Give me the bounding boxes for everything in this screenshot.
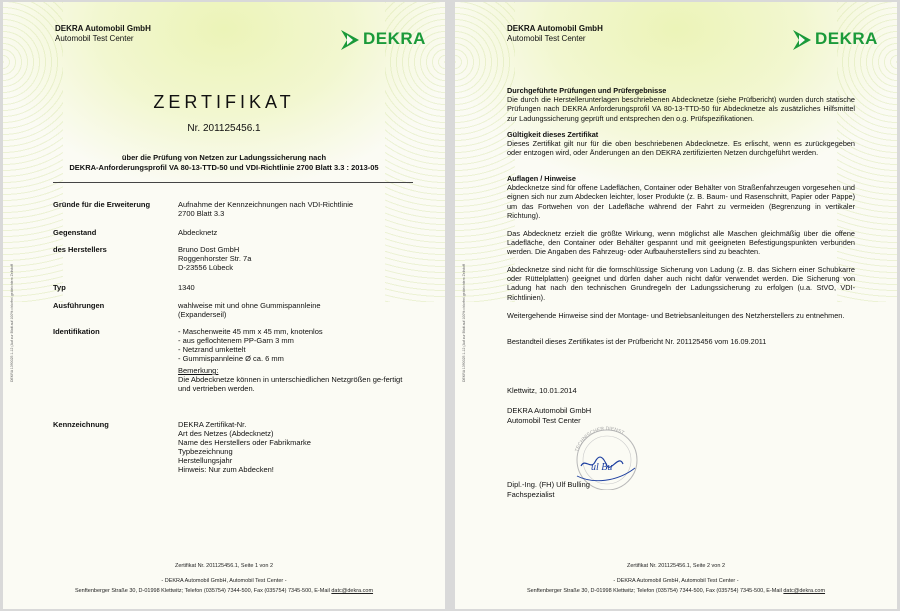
footer-address-text: Senftenberger Straße 30, D-01998 Klettwitz; Telefon (035754) 7344-500, Fax (035754) 7345-500, E-Mail	[526, 588, 784, 594]
section-tests	[507, 86, 855, 123]
section-text: Bestandteil dieses Zertifikates ist der Prüfbericht Nr. 201125456 vom 16.09.2011	[507, 337, 767, 346]
section-paragraph	[507, 229, 855, 257]
field-label: Kennzeichnung	[53, 420, 109, 429]
section-paragraph	[507, 265, 855, 302]
remark-text: Die Abdecknetze können in unterschiedlichen Netzgrößen ge-fertigt und vertrieben werden.	[178, 375, 403, 393]
section-validity	[507, 130, 855, 158]
company-header	[55, 24, 151, 44]
certificate-page-1	[3, 2, 445, 609]
field-label: Gegenstand	[53, 228, 97, 237]
footer-company: - DEKRA Automobil GmbH, Automobil Test Center -	[613, 578, 739, 584]
logo-text: DEKRA	[363, 29, 426, 48]
signer-block	[507, 480, 590, 499]
signer-unit: Automobil Test Center	[507, 415, 581, 425]
section-text: Die durch die Herstellerunterlagen beschriebenen Abdecknetze (siehe Prüfbericht) wurden durch statische Prüfungen nach DEKRA Anforderungsprofil VA 80-13-TTD-50 für Abdecknetze als zusätzliches Hilfsmittel zur Ladungssicherung geprüft und entsprechen den o.g. Prüfspezifikationen.	[507, 95, 855, 123]
certificate-subject	[3, 153, 445, 172]
footer-company: - DEKRA Automobil GmbH, Automobil Test Center -	[161, 578, 287, 584]
section-text: Abdecknetze sind für offene Ladeflächen, Container oder Behälter von Straßenfahrzeugen vorgesehen und eignen sich nur zum Abdecken leichter, loser Produkte (z. B. Baum- und Rasenschnitt, Papier oder Pappe) um das Fortwehen von der Ladefläche während der Fahrt zu vermeiden (Begrenzung in vertikaler Richtung).	[507, 183, 855, 220]
remark	[178, 366, 408, 393]
field-value: DEKRA Zertifikat-Nr. Art des Netzes (Abdecknetz) Name des Herstellers oder Fabrikmarke Typbezeichnung Herstellungsjahr Hinweis: Nur zum Abdecken!	[178, 420, 311, 474]
section-heading: Durchgeführte Prüfungen und Prüfergebnisse	[507, 86, 667, 95]
field-label: Ausführungen	[53, 301, 105, 310]
signer-company: DEKRA Automobil GmbH	[507, 406, 592, 415]
place-date: Klettwitz, 10.01.2014	[507, 386, 577, 395]
section-paragraph	[507, 337, 855, 346]
section-heading: Auflagen / Hinweise	[507, 174, 576, 183]
subject-line: DEKRA-Anforderungsprofil VA 80-13-TTD-50 und VDI-Richtlinie 2700 Blatt 3.3 : 2013-05	[69, 162, 379, 172]
field-label: Typ	[53, 283, 66, 292]
field-value: Aufnahme der Kennzeichnungen nach VDI-Richtlinie 2700 Blatt 3.3	[178, 200, 354, 218]
dekra-logo	[791, 28, 891, 54]
field-value: Bruno Dost GmbH Roggenhorster Str. 7a D-23556 Lübeck	[178, 245, 252, 272]
section-text: Dieses Zertifikat gilt nur für die oben beschriebenen Abdecknetze. Es erlischt, wenn es zurückgegeben oder entzogen wird, oder Änderungen an den DEKRA zertifizierten Netzen durchgeführt werden.	[507, 139, 855, 158]
divider	[53, 182, 413, 183]
vertical-paper-note: DEKRA 1390025 1-12 (Auf zur Blatt auf 100% chlorfrei gebleichtem Zellstoff	[10, 264, 14, 382]
email-link[interactable]: datc@dekra.com	[783, 588, 826, 594]
section-conditions	[507, 174, 855, 220]
field-value: wahlweise mit und ohne Gummispannleine (Expanderseil)	[178, 301, 321, 319]
section-paragraph	[507, 311, 855, 320]
section-text: Das Abdecknetz erzielt die größte Wirkung, wenn möglichst alle Maschen gleichmäßig über die offene Ladefläche, den Container oder Behälter gespannt und mit geeigneten Befestigungspunkten verbunden werden. Die Angaben des Fahrzeug- oder Aufbauherstellers sind zu beachten.	[507, 229, 855, 257]
document-title: ZERTIFIKAT	[153, 92, 295, 112]
field-value: 1340	[178, 283, 195, 292]
company-header	[507, 24, 603, 44]
signature: ul Bu	[591, 462, 613, 473]
certificate-number: Nr. 201125456.1	[187, 123, 261, 134]
stamp-text: TECHNISCHER DIENST	[574, 425, 626, 453]
signer-name: Dipl.-Ing. (FH) Ulf Bulling	[507, 480, 590, 489]
certificate-page-2	[455, 2, 897, 609]
field-label: Gründe für die Erweiterung	[53, 200, 151, 209]
section-heading: Gültigkeit dieses Zertifikat	[507, 130, 599, 139]
remark-label: Bemerkung:	[178, 366, 219, 375]
field-value: - Maschenweite 45 mm x 45 mm, knotenlos - aus geflochtenem PP-Garn 3 mm - Netzrand umkettelt - Gummispannleine Ø ca. 6 mm	[178, 327, 323, 363]
footer-address-text: Senftenberger Straße 30, D-01998 Klettwitz; Telefon (035754) 7344-500, Fax (035754) 7345-500, E-Mail	[74, 588, 332, 594]
field-label: des Herstellers	[53, 245, 107, 254]
subject-line: über die Prüfung von Netzen zur Ladungssicherung nach	[121, 153, 327, 162]
company-unit: Automobil Test Center	[507, 34, 586, 43]
signer-title: Fachspezialist	[507, 489, 555, 499]
footer-address	[455, 588, 897, 594]
field-value: Abdecknetz	[178, 228, 218, 237]
company-name: DEKRA Automobil GmbH	[55, 24, 151, 33]
company-name: DEKRA Automobil GmbH	[507, 24, 603, 33]
footer-address	[3, 588, 445, 594]
email-link[interactable]: datc@dekra.com	[331, 588, 374, 594]
vertical-paper-note: DEKRA 1390025 1-12 (Auf zur Blatt auf 100% chlorfrei gebleichtem Zellstoff	[462, 264, 466, 382]
dekra-arrow-icon	[791, 28, 813, 52]
page-footer-number: Zertifikat Nr. 201125456.1, Seite 1 von 2	[174, 563, 274, 569]
section-text: Abdecknetze sind nicht für die formschlüssige Sicherung von Ladung (z. B. das Sichern einer Schubkarre oder Rüttelplatten) geeignet und dürfen daher auch nicht dafür verwendet werden. Die Sicherung von Ladung hat nach den technischen Grundregeln der Ladungssicherung zu erfolgen (u.a. StVO, VDI-Richtlinien).	[507, 265, 855, 302]
section-text: Weitergehende Hinweise sind der Montage- und Betriebsanleitungen des Netzherstellers zu entnehmen.	[507, 311, 845, 320]
logo-text: DEKRA	[815, 29, 878, 48]
dekra-arrow-icon	[339, 28, 361, 52]
company-unit: Automobil Test Center	[55, 34, 134, 43]
dekra-logo	[339, 28, 439, 54]
field-label: Identifikation	[53, 327, 100, 336]
page-footer-number: Zertifikat Nr. 201125456.1, Seite 2 von 2	[626, 563, 726, 569]
